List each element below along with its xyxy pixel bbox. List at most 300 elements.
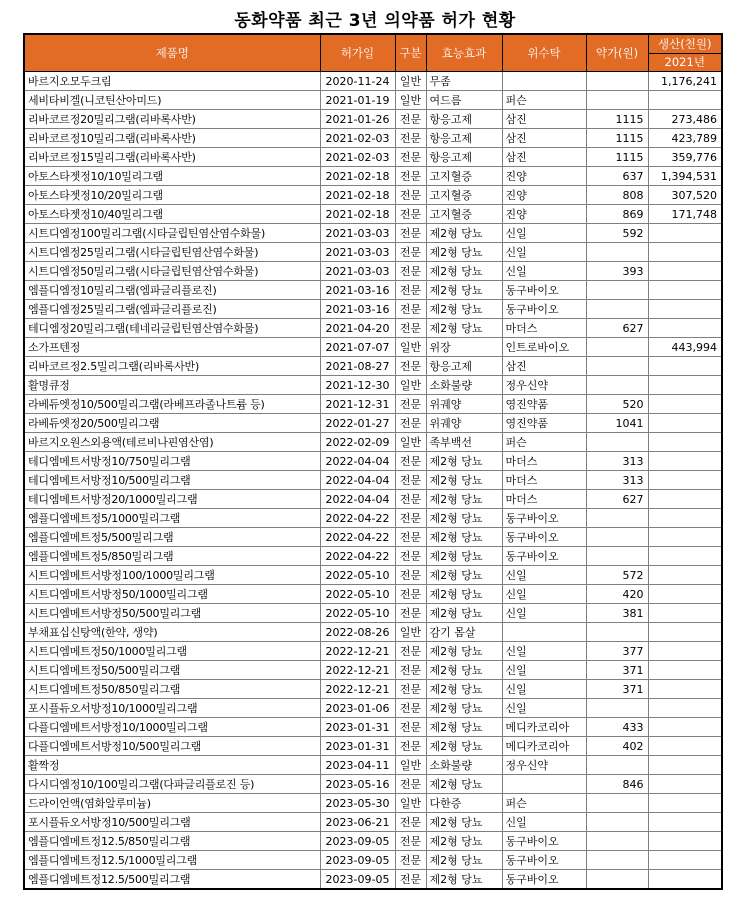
header-product: 제품명	[24, 34, 320, 72]
cell-consign: 신일	[502, 642, 586, 661]
cell-type: 전문	[395, 566, 426, 585]
table-row	[24, 794, 722, 813]
table-row	[24, 414, 722, 433]
cell-consign: 영진약품	[502, 395, 586, 414]
table-row	[24, 699, 722, 718]
cell-price	[586, 338, 648, 357]
cell-product: 테디엠정20밀리그램(테네리글립틴염산염수화물)	[24, 319, 320, 338]
cell-type: 일반	[395, 72, 426, 91]
cell-product: 부채표십신탕액(한약, 생약)	[24, 623, 320, 642]
cell-product: 테디엠메트서방정10/750밀리그램	[24, 452, 320, 471]
table-row	[24, 205, 722, 224]
table-row	[24, 186, 722, 205]
cell-date: 2023-06-21	[320, 813, 395, 832]
cell-product: 바르지오모두크림	[24, 72, 320, 91]
cell-product: 리바코르정2.5밀리그램(리바록사반)	[24, 357, 320, 376]
cell-type: 전문	[395, 300, 426, 319]
cell-type: 전문	[395, 585, 426, 604]
cell-type: 전문	[395, 224, 426, 243]
cell-consign: 신일	[502, 243, 586, 262]
cell-production	[648, 547, 722, 566]
cell-date: 2021-03-16	[320, 300, 395, 319]
table-row	[24, 281, 722, 300]
cell-type: 전문	[395, 452, 426, 471]
cell-consign: 마더스	[502, 452, 586, 471]
table-row	[24, 224, 722, 243]
cell-price: 520	[586, 395, 648, 414]
cell-consign: 퍼슨	[502, 91, 586, 110]
cell-product: 라베듀엣정10/500밀리그램(라베프라졸나트륨 등)	[24, 395, 320, 414]
cell-price: 313	[586, 471, 648, 490]
cell-effect: 제2형 당뇨	[426, 281, 502, 300]
cell-product: 활짝정	[24, 756, 320, 775]
cell-date: 2022-04-04	[320, 490, 395, 509]
cell-price	[586, 851, 648, 870]
cell-date: 2021-01-26	[320, 110, 395, 129]
cell-effect: 제2형 당뇨	[426, 452, 502, 471]
cell-type: 전문	[395, 186, 426, 205]
cell-price	[586, 281, 648, 300]
cell-production: 1,394,531	[648, 167, 722, 186]
cell-type: 전문	[395, 414, 426, 433]
cell-consign: 삼진	[502, 148, 586, 167]
cell-product: 시트디엠메트서방정100/1000밀리그램	[24, 566, 320, 585]
cell-date: 2022-12-21	[320, 661, 395, 680]
table-row	[24, 661, 722, 680]
cell-price: 627	[586, 319, 648, 338]
cell-effect: 소화불량	[426, 376, 502, 395]
cell-consign: 동구바이오	[502, 509, 586, 528]
cell-price: 627	[586, 490, 648, 509]
cell-date: 2022-04-22	[320, 528, 395, 547]
cell-type: 전문	[395, 129, 426, 148]
cell-production	[648, 281, 722, 300]
cell-effect: 항응고제	[426, 129, 502, 148]
table-row	[24, 813, 722, 832]
approval-table	[23, 33, 723, 890]
cell-consign: 영진약품	[502, 414, 586, 433]
cell-effect: 족부백선	[426, 433, 502, 452]
cell-type: 전문	[395, 395, 426, 414]
cell-effect: 제2형 당뇨	[426, 737, 502, 756]
cell-price	[586, 813, 648, 832]
table-row	[24, 604, 722, 623]
cell-product: 테디엠메트서방정10/500밀리그램	[24, 471, 320, 490]
cell-effect: 다한증	[426, 794, 502, 813]
cell-date: 2022-12-21	[320, 642, 395, 661]
cell-effect: 제2형 당뇨	[426, 661, 502, 680]
cell-product: 다플디엠메트서방정10/500밀리그램	[24, 737, 320, 756]
cell-production	[648, 699, 722, 718]
cell-product: 엠플디엠메트정5/1000밀리그램	[24, 509, 320, 528]
cell-effect: 제2형 당뇨	[426, 642, 502, 661]
cell-production	[648, 433, 722, 452]
table-row	[24, 737, 722, 756]
cell-effect: 제2형 당뇨	[426, 718, 502, 737]
cell-price	[586, 509, 648, 528]
cell-effect: 항응고제	[426, 148, 502, 167]
cell-date: 2023-05-30	[320, 794, 395, 813]
cell-price	[586, 870, 648, 890]
table-row	[24, 547, 722, 566]
cell-date: 2021-02-03	[320, 129, 395, 148]
cell-production	[648, 262, 722, 281]
cell-type: 전문	[395, 775, 426, 794]
cell-product: 테디엠메트서방정20/1000밀리그램	[24, 490, 320, 509]
cell-production: 443,994	[648, 338, 722, 357]
cell-type: 일반	[395, 433, 426, 452]
cell-production: 359,776	[648, 148, 722, 167]
table-row	[24, 395, 722, 414]
cell-type: 전문	[395, 319, 426, 338]
cell-date: 2022-04-04	[320, 471, 395, 490]
cell-type: 전문	[395, 718, 426, 737]
cell-product: 라베듀엣정20/500밀리그램	[24, 414, 320, 433]
cell-date: 2023-01-06	[320, 699, 395, 718]
cell-price	[586, 528, 648, 547]
table-row	[24, 471, 722, 490]
cell-product: 아토스타젯정10/40밀리그램	[24, 205, 320, 224]
cell-consign: 신일	[502, 224, 586, 243]
cell-product: 엠플디엠정25밀리그램(엠파글리플로진)	[24, 300, 320, 319]
table-row	[24, 870, 722, 890]
cell-price	[586, 832, 648, 851]
cell-date: 2021-12-31	[320, 395, 395, 414]
table-row	[24, 262, 722, 281]
header-consign: 위수탁	[502, 34, 586, 72]
cell-production: 307,520	[648, 186, 722, 205]
cell-consign: 신일	[502, 262, 586, 281]
cell-price	[586, 72, 648, 91]
cell-production	[648, 91, 722, 110]
cell-effect: 여드름	[426, 91, 502, 110]
cell-type: 전문	[395, 547, 426, 566]
cell-price: 420	[586, 585, 648, 604]
cell-product: 시트디엠메트정50/500밀리그램	[24, 661, 320, 680]
cell-product: 소가프텐정	[24, 338, 320, 357]
cell-price	[586, 91, 648, 110]
cell-consign: 신일	[502, 699, 586, 718]
cell-effect: 제2형 당뇨	[426, 243, 502, 262]
cell-effect: 제2형 당뇨	[426, 870, 502, 890]
cell-price: 846	[586, 775, 648, 794]
cell-effect: 제2형 당뇨	[426, 547, 502, 566]
cell-type: 일반	[395, 338, 426, 357]
cell-type: 전문	[395, 851, 426, 870]
cell-effect: 위장	[426, 338, 502, 357]
cell-effect: 제2형 당뇨	[426, 319, 502, 338]
cell-consign: 동구바이오	[502, 528, 586, 547]
cell-type: 전문	[395, 471, 426, 490]
cell-type: 전문	[395, 509, 426, 528]
cell-effect: 무좀	[426, 72, 502, 91]
cell-date: 2022-05-10	[320, 566, 395, 585]
cell-production: 423,789	[648, 129, 722, 148]
cell-date: 2021-03-03	[320, 224, 395, 243]
cell-date: 2023-09-05	[320, 851, 395, 870]
cell-production	[648, 224, 722, 243]
cell-product: 시트디엠메트서방정50/500밀리그램	[24, 604, 320, 623]
cell-production	[648, 243, 722, 262]
table-row	[24, 319, 722, 338]
cell-product: 엠플디엠메트정12.5/500밀리그램	[24, 870, 320, 890]
cell-product: 리바코르정20밀리그램(리바록사반)	[24, 110, 320, 129]
cell-production	[648, 775, 722, 794]
table-row	[24, 110, 722, 129]
cell-production	[648, 642, 722, 661]
table-row	[24, 167, 722, 186]
cell-production	[648, 718, 722, 737]
cell-production	[648, 851, 722, 870]
cell-effect: 제2형 당뇨	[426, 604, 502, 623]
cell-product: 포시플듀오서방정10/500밀리그램	[24, 813, 320, 832]
table-row	[24, 680, 722, 699]
cell-consign: 신일	[502, 813, 586, 832]
cell-price	[586, 433, 648, 452]
cell-date: 2022-01-27	[320, 414, 395, 433]
cell-production	[648, 452, 722, 471]
cell-date: 2021-03-16	[320, 281, 395, 300]
cell-product: 엠플디엠메트정5/850밀리그램	[24, 547, 320, 566]
cell-consign: 인트로바이오	[502, 338, 586, 357]
cell-date: 2022-02-09	[320, 433, 395, 452]
cell-effect: 고지혈증	[426, 205, 502, 224]
table-row	[24, 91, 722, 110]
cell-consign	[502, 775, 586, 794]
cell-consign: 동구바이오	[502, 851, 586, 870]
cell-consign: 진양	[502, 167, 586, 186]
cell-price	[586, 376, 648, 395]
cell-product: 시트디엠메트정50/1000밀리그램	[24, 642, 320, 661]
cell-production	[648, 414, 722, 433]
cell-product: 아토스타젯정10/20밀리그램	[24, 186, 320, 205]
cell-production	[648, 756, 722, 775]
table-row	[24, 452, 722, 471]
cell-consign	[502, 623, 586, 642]
cell-production	[648, 528, 722, 547]
cell-type: 전문	[395, 680, 426, 699]
table-row	[24, 642, 722, 661]
cell-effect: 제2형 당뇨	[426, 262, 502, 281]
cell-consign	[502, 72, 586, 91]
cell-price: 381	[586, 604, 648, 623]
cell-type: 전문	[395, 110, 426, 129]
cell-date: 2023-01-31	[320, 718, 395, 737]
cell-consign: 마더스	[502, 490, 586, 509]
header-production: 생산(천원)	[648, 34, 722, 54]
cell-production	[648, 357, 722, 376]
cell-effect: 위궤양	[426, 395, 502, 414]
cell-production	[648, 509, 722, 528]
cell-type: 일반	[395, 794, 426, 813]
table-row	[24, 832, 722, 851]
cell-price: 377	[586, 642, 648, 661]
cell-production	[648, 490, 722, 509]
cell-consign: 퍼슨	[502, 433, 586, 452]
cell-date: 2021-02-18	[320, 205, 395, 224]
cell-product: 엠플디엠정10밀리그램(엠파글리플로진)	[24, 281, 320, 300]
cell-product: 시트디엠정50밀리그램(시타글립틴염산염수화물)	[24, 262, 320, 281]
cell-effect: 제2형 당뇨	[426, 528, 502, 547]
cell-type: 일반	[395, 91, 426, 110]
cell-consign: 신일	[502, 604, 586, 623]
cell-product: 엠플디엠메트정12.5/850밀리그램	[24, 832, 320, 851]
table-row	[24, 509, 722, 528]
cell-product: 포시플듀오서방정10/1000밀리그램	[24, 699, 320, 718]
cell-consign: 메디카코리아	[502, 718, 586, 737]
cell-price: 433	[586, 718, 648, 737]
cell-type: 전문	[395, 661, 426, 680]
cell-effect: 제2형 당뇨	[426, 699, 502, 718]
cell-production: 273,486	[648, 110, 722, 129]
table-row	[24, 243, 722, 262]
cell-consign: 신일	[502, 566, 586, 585]
cell-effect: 제2형 당뇨	[426, 585, 502, 604]
cell-product: 시트디엠메트서방정50/1000밀리그램	[24, 585, 320, 604]
cell-date: 2022-04-04	[320, 452, 395, 471]
table-row	[24, 376, 722, 395]
cell-price	[586, 794, 648, 813]
cell-type: 전문	[395, 262, 426, 281]
cell-effect: 고지혈증	[426, 167, 502, 186]
page-title: 동화약품 최근 3년 의약품 허가 현황	[234, 11, 516, 31]
cell-production: 1,176,241	[648, 72, 722, 91]
cell-price	[586, 699, 648, 718]
cell-price: 1115	[586, 148, 648, 167]
cell-consign: 퍼슨	[502, 794, 586, 813]
header-price: 약가(원)	[586, 34, 648, 72]
cell-effect: 항응고제	[426, 357, 502, 376]
header-type: 구분	[395, 34, 426, 72]
cell-type: 전문	[395, 205, 426, 224]
cell-type: 전문	[395, 642, 426, 661]
table-row	[24, 433, 722, 452]
cell-date: 2021-07-07	[320, 338, 395, 357]
cell-date: 2021-03-03	[320, 243, 395, 262]
cell-effect: 소화불량	[426, 756, 502, 775]
cell-date: 2022-04-22	[320, 509, 395, 528]
cell-effect: 항응고제	[426, 110, 502, 129]
table-row	[24, 566, 722, 585]
cell-price: 313	[586, 452, 648, 471]
cell-type: 전문	[395, 490, 426, 509]
cell-date: 2022-08-26	[320, 623, 395, 642]
table-row	[24, 338, 722, 357]
cell-consign: 진양	[502, 205, 586, 224]
cell-consign: 삼진	[502, 129, 586, 148]
cell-consign: 마더스	[502, 319, 586, 338]
cell-product: 다플디엠메트서방정10/1000밀리그램	[24, 718, 320, 737]
table-row	[24, 528, 722, 547]
cell-price: 1041	[586, 414, 648, 433]
cell-type: 전문	[395, 737, 426, 756]
cell-production	[648, 680, 722, 699]
cell-type: 전문	[395, 528, 426, 547]
cell-date: 2021-01-19	[320, 91, 395, 110]
cell-price: 393	[586, 262, 648, 281]
cell-date: 2023-05-16	[320, 775, 395, 794]
cell-product: 리바코르정10밀리그램(리바록사반)	[24, 129, 320, 148]
cell-price: 869	[586, 205, 648, 224]
table-row	[24, 718, 722, 737]
table-row	[24, 148, 722, 167]
cell-price: 1115	[586, 129, 648, 148]
cell-product: 엠플디엠메트정12.5/1000밀리그램	[24, 851, 320, 870]
cell-date: 2021-02-18	[320, 186, 395, 205]
cell-price	[586, 243, 648, 262]
cell-type: 전문	[395, 167, 426, 186]
cell-product: 시트디엠정100밀리그램(시타글립틴염산염수화물)	[24, 224, 320, 243]
table-header	[24, 34, 722, 72]
table-body	[24, 72, 722, 890]
cell-product: 엠플디엠메트정5/500밀리그램	[24, 528, 320, 547]
table-row	[24, 490, 722, 509]
cell-effect: 제2형 당뇨	[426, 300, 502, 319]
cell-product: 바르지오원스외용액(테르비나핀염산염)	[24, 433, 320, 452]
cell-production	[648, 319, 722, 338]
cell-consign: 진양	[502, 186, 586, 205]
cell-price: 808	[586, 186, 648, 205]
table-row	[24, 851, 722, 870]
cell-production	[648, 870, 722, 890]
header-effect: 효능효과	[426, 34, 502, 72]
cell-consign: 정우신약	[502, 756, 586, 775]
cell-type: 일반	[395, 623, 426, 642]
cell-production	[648, 813, 722, 832]
cell-consign: 동구바이오	[502, 547, 586, 566]
cell-effect: 위궤양	[426, 414, 502, 433]
cell-effect: 제2형 당뇨	[426, 680, 502, 699]
cell-price: 371	[586, 680, 648, 699]
cell-date: 2021-02-03	[320, 148, 395, 167]
cell-price	[586, 547, 648, 566]
cell-price: 402	[586, 737, 648, 756]
cell-effect: 제2형 당뇨	[426, 566, 502, 585]
cell-date: 2021-02-18	[320, 167, 395, 186]
cell-production	[648, 471, 722, 490]
cell-effect: 제2형 당뇨	[426, 471, 502, 490]
cell-date: 2021-12-30	[320, 376, 395, 395]
cell-type: 전문	[395, 604, 426, 623]
cell-product: 아토스타젯정10/10밀리그램	[24, 167, 320, 186]
cell-effect: 제2형 당뇨	[426, 832, 502, 851]
cell-date: 2021-08-27	[320, 357, 395, 376]
cell-effect: 제2형 당뇨	[426, 490, 502, 509]
cell-price	[586, 300, 648, 319]
cell-product: 다시디엠정10/100밀리그램(다파글리플로진 등)	[24, 775, 320, 794]
table-row	[24, 357, 722, 376]
cell-product: 활명큐정	[24, 376, 320, 395]
cell-date: 2023-09-05	[320, 870, 395, 890]
cell-production	[648, 300, 722, 319]
cell-consign: 메디카코리아	[502, 737, 586, 756]
cell-product: 리바코르정15밀리그램(리바록사반)	[24, 148, 320, 167]
header-year: 2021년	[648, 54, 722, 72]
cell-product: 세비타비겔(니코틴산아미드)	[24, 91, 320, 110]
cell-effect: 제2형 당뇨	[426, 813, 502, 832]
cell-consign: 동구바이오	[502, 300, 586, 319]
cell-date: 2021-03-03	[320, 262, 395, 281]
cell-production	[648, 661, 722, 680]
cell-date: 2023-09-05	[320, 832, 395, 851]
cell-consign: 삼진	[502, 110, 586, 129]
cell-production: 171,748	[648, 205, 722, 224]
cell-type: 일반	[395, 756, 426, 775]
cell-consign: 정우신약	[502, 376, 586, 395]
cell-type: 전문	[395, 870, 426, 890]
cell-effect: 감기 몸살	[426, 623, 502, 642]
cell-type: 전문	[395, 813, 426, 832]
